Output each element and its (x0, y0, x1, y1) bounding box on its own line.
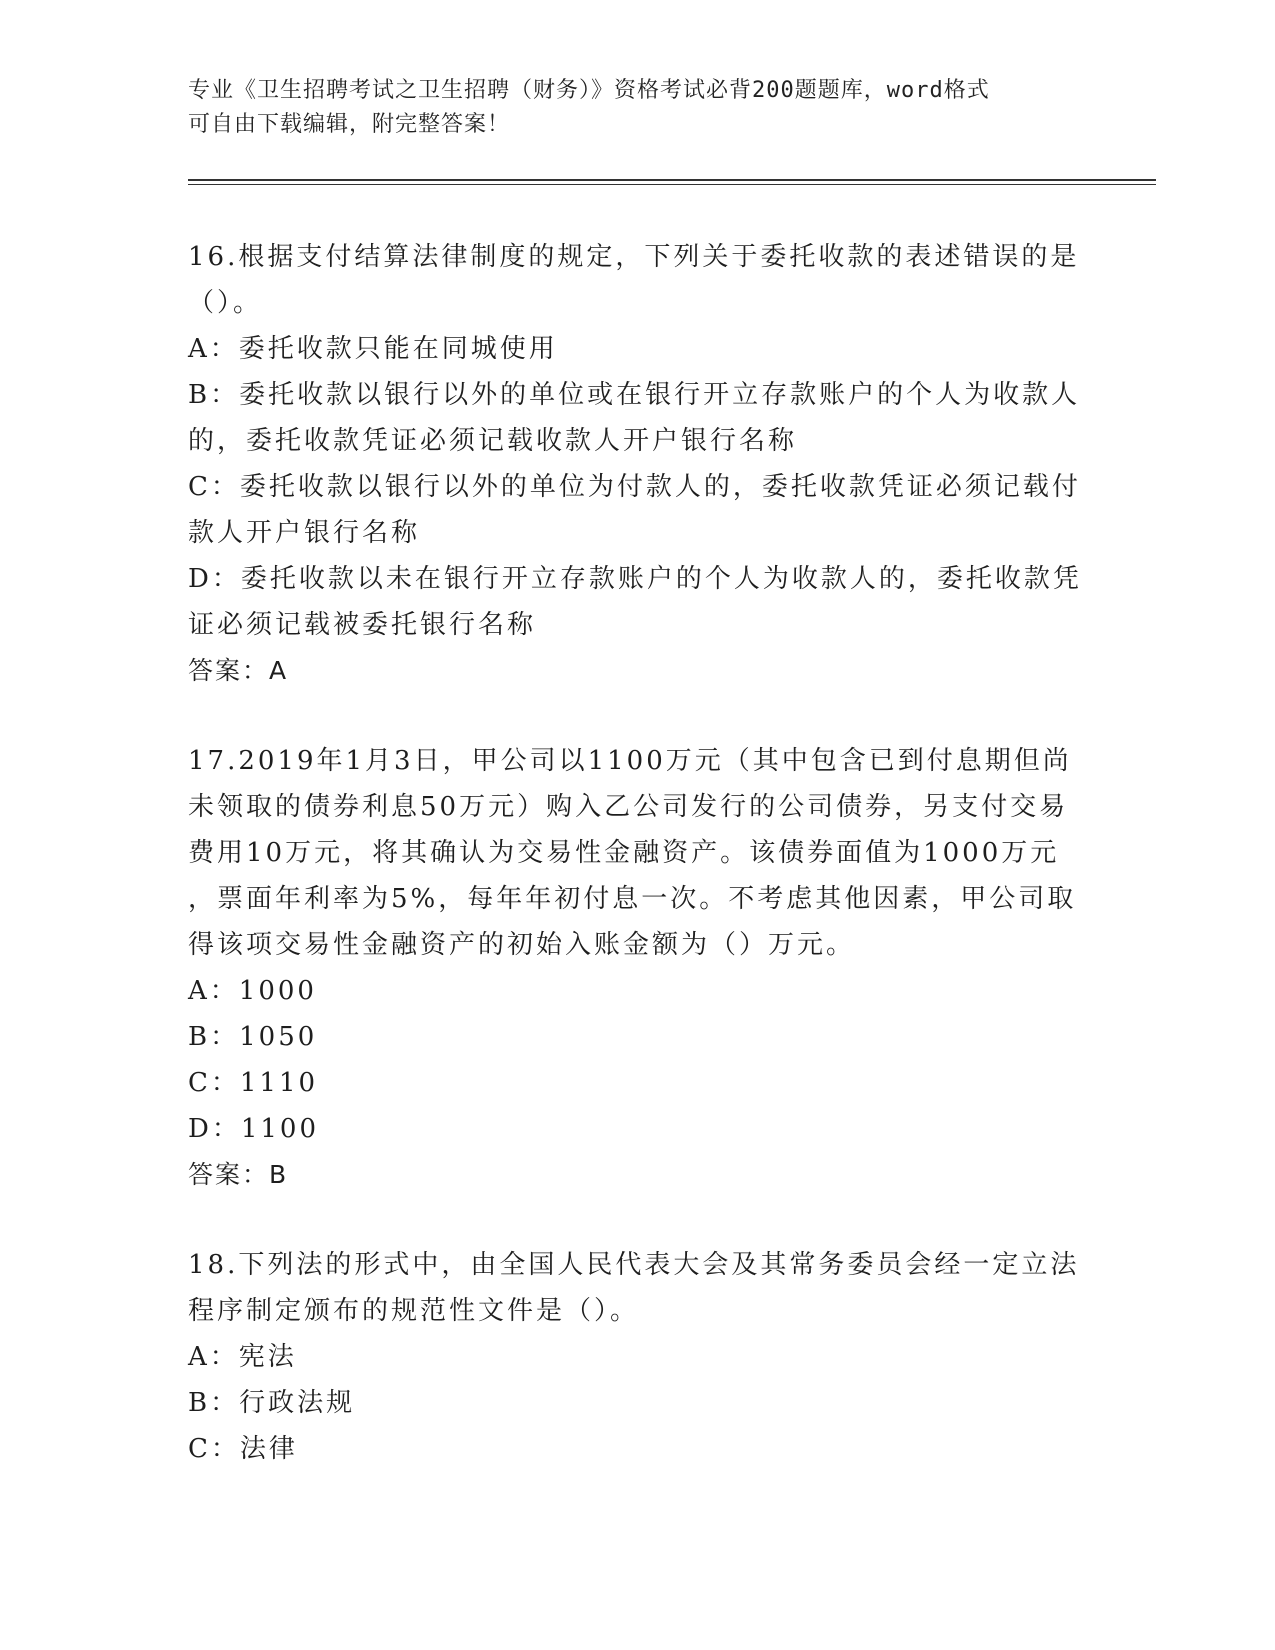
option-line: C：法律 (188, 1434, 298, 1464)
option-line: A：1000 (188, 976, 317, 1006)
option-line: 证必须记载被委托银行名称 (188, 610, 537, 640)
question-stem-line: （）。 (188, 288, 263, 318)
header-title-line-2: 可自由下载编辑，附完整答案！ (188, 112, 511, 137)
question-stem-line: 18.下列法的形式中，由全国人民代表大会及其常务委员会经一定立法 (188, 1250, 1080, 1280)
option-line: B：1050 (188, 1022, 318, 1052)
header-rule-thick (188, 179, 1156, 181)
document-header (188, 74, 1068, 142)
question-block (188, 1242, 1088, 1472)
option-line: A：委托收款只能在同城使用 (188, 334, 558, 364)
option-line: B：行政法规 (188, 1388, 356, 1418)
question-stem-line: ，票面年利率为5%，每年年初付息一次。不考虑其他因素，甲公司取 (188, 884, 1077, 914)
option-line: C：1110 (188, 1068, 319, 1098)
question-stem-line: 费用10万元，将其确认为交易性金融资产。该债券面值为1000万元 (188, 838, 1060, 868)
option-line: C：委托收款以银行以外的单位为付款人的，委托收款凭证必须记载付 (188, 472, 1081, 502)
question-stem-line: 程序制定颁布的规范性文件是（）。 (188, 1296, 640, 1326)
option-line: A：宪法 (188, 1342, 297, 1372)
option-line: D：1100 (188, 1114, 320, 1144)
question-block (188, 234, 1088, 694)
header-title-line-1: 专业《卫生招聘考试之卫生招聘（财务）》资格考试必背200题题库，word格式 (188, 78, 990, 103)
header-rule-thin (188, 184, 1156, 185)
question-stem-line: 17.2019年1月3日，甲公司以1100万元（其中包含已到付息期但尚 (188, 746, 1072, 776)
question-stem-line: 16.根据支付结算法律制度的规定，下列关于委托收款的表述错误的是 (188, 242, 1080, 272)
answer-line: 答案：A (188, 656, 289, 685)
question-block (188, 738, 1088, 1198)
option-line: B：委托收款以银行以外的单位或在银行开立存款账户的个人为收款人 (188, 380, 1081, 410)
option-line: D：委托收款以未在银行开立存款账户的个人为收款人的，委托收款凭 (188, 564, 1082, 594)
answer-line: 答案：B (188, 1160, 289, 1189)
option-line: 款人开户银行名称 (188, 518, 421, 548)
question-list (188, 234, 1088, 1516)
question-stem-line: 未领取的债券利息50万元）购入乙公司发行的公司债券，另支付交易 (188, 792, 1069, 822)
question-stem-line: 得该项交易性金融资产的初始入账金额为（）万元。 (188, 930, 856, 960)
option-line: 的，委托收款凭证必须记载收款人开户银行名称 (188, 426, 798, 456)
